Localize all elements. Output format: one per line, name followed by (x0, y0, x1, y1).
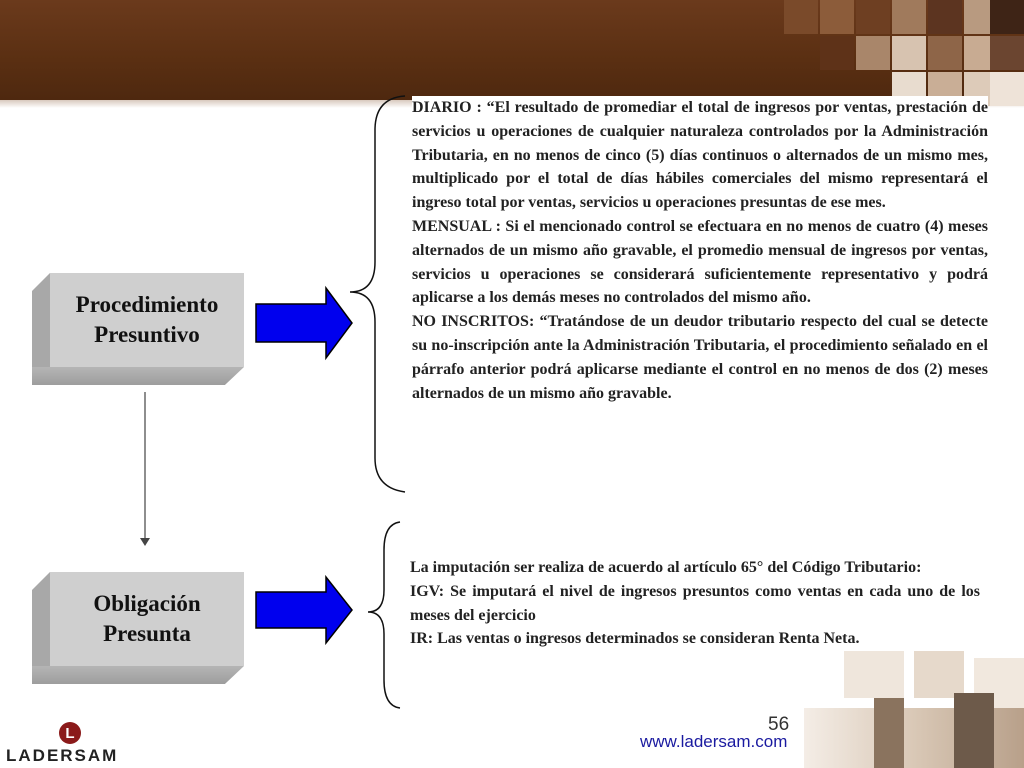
connector-arrowhead (140, 538, 150, 546)
imputacion-paragraph: La imputación ser realiza de acuerdo al artículo 65° del Código Tributario: (410, 559, 922, 576)
website-link[interactable]: www.ladersam.com (640, 732, 788, 751)
logo-mark-icon: L (59, 722, 81, 744)
arrow-right-lower (256, 577, 352, 643)
logo-text: LADERSAM (6, 746, 119, 765)
procedimiento-text-block (412, 96, 988, 405)
obligacion-presunta-box (32, 572, 244, 684)
igv-paragraph: IGV: Se imputará el nivel de ingresos presuntos como ventas en cada uno de los meses del ejercicio (410, 582, 980, 624)
procedimiento-presuntivo-box (32, 273, 244, 385)
obligacion-text-block (410, 556, 980, 651)
lower-brace (368, 522, 400, 708)
procedimiento-presuntivo-label: Procedimiento Presuntivo (50, 273, 244, 367)
arrow-right-upper (256, 288, 352, 358)
ladersam-logo (6, 718, 126, 768)
ir-paragraph: IR: Las ventas o ingresos determinados se consideran Renta Neta. (410, 630, 860, 648)
diario-paragraph: DIARIO : “El resultado de promediar el total de ingresos por ventas, prestación de servicios u operaciones de cualquier naturaleza controlados por la Administración Tributaria, en no menos de cinco (5) días continuos o alternados de un mismo mes, multiplicado por el total de días hábiles comerciales del mismo representará el ingreso total por ventas, servicios u operaciones presuntas de ese mes. (412, 99, 988, 212)
obligacion-presunta-label: Obligación Presunta (50, 572, 244, 666)
upper-brace (350, 96, 405, 492)
mensual-paragraph: MENSUAL : Si el mencionado control se efectuara en no menos de cuatro (4) meses alternados de un mismo año gravable, el promedio mensual de ingresos por ventas, servicios u operaciones se considerará suficientemente representativo y podrá aplicarse a los demás meses no controlados del mismo año. (412, 217, 988, 307)
page-number: 56 (768, 714, 790, 735)
no-inscritos-paragraph: NO INSCRITOS: “Tratándose de un deudor tributario respecto del cual se detecte su no-inscripción ante la Administración Tributaria, el procedimiento señalado en el párrafo anterior podrá aplicarse mediante el control en no menos de dos (2) meses alternados de un mismo año gravable. (412, 313, 988, 402)
